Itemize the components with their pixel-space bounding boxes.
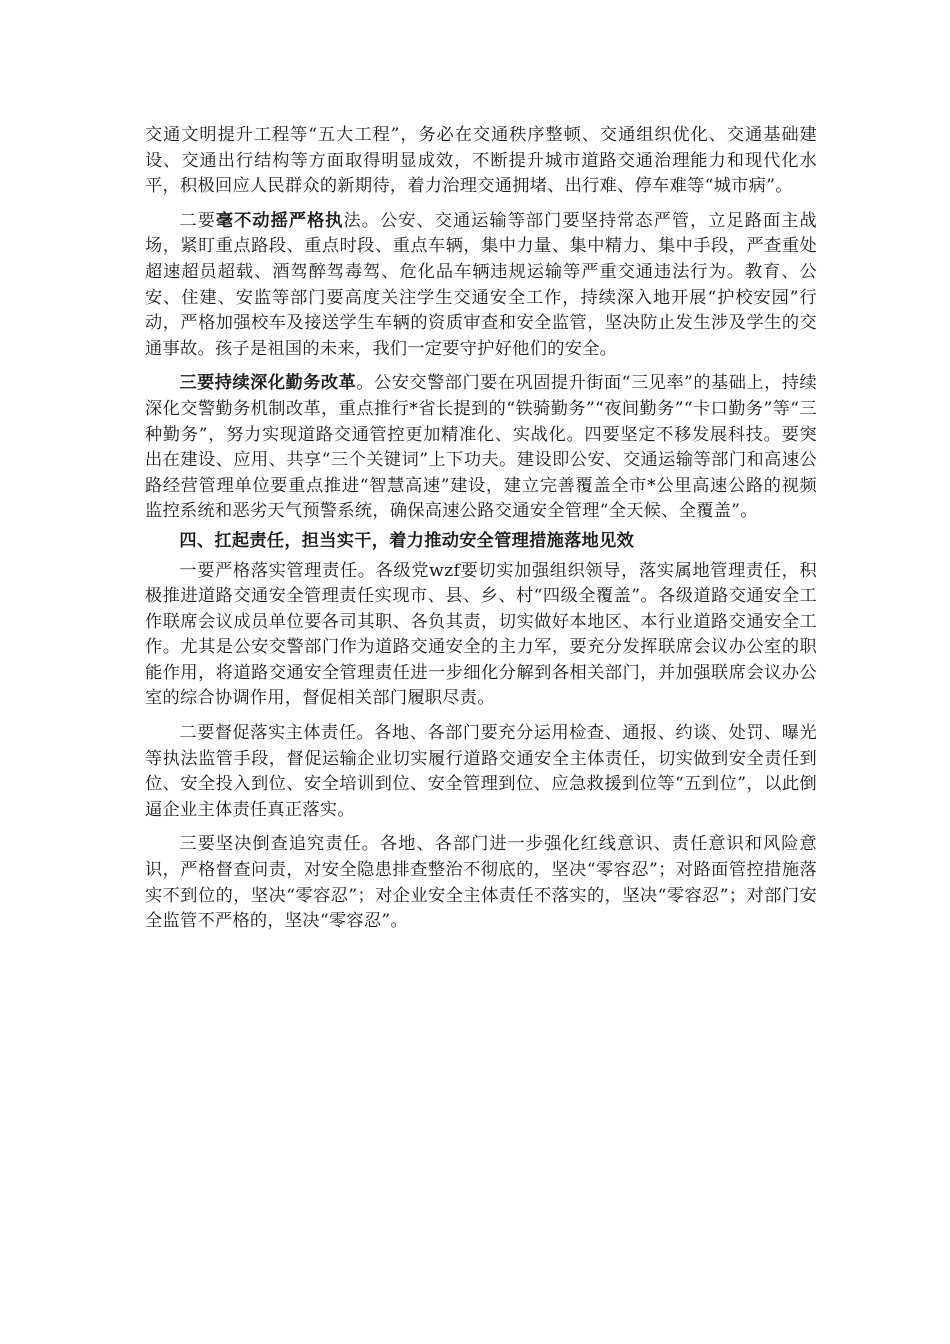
- paragraph-duty-reform: [145, 371, 817, 525]
- paragraph-management-responsibility: 一要严格落实管理责任。各级党wzf要切实加强组织领导，落实属地管理责任，积极推进道路交通安全管理责任实现市、县、乡、村“四级全覆盖”。各级道路交通安全工作联席会议成员单位要各司其职、各负其责，切实做好本地区、本行业道路交通安全工作。尤其是公安交警部门作为道路交通安全的主力军，要充分发挥联席会议办公室的职能作用，将道路交通安全管理责任进一步细化分解到各相关部门，并加强联席会议办公室的综合协调作用，督促相关部门履职尽责。: [145, 560, 817, 709]
- paragraph-body: 。公安交警部门要在巩固提升街面“三见率”的基础上，持续深化交警勤务机制改革，重点推行*省长提到的“铁骑勤务”“夜间勤务”“卡口勤务”等“三种勤务”，努力实现道路交通管控更加精准化、实战化。四要坚定不移发展科技。要突出在建设、应用、共享“三个关键词”上下功夫。建设即公安、交通运输等部门和高速公路经营管理单位要重点推进“智慧高速”建设，建立完善覆盖全市*公里高速公路的视频监控系统和恶劣天气预警系统，确保高速公路交通安全管理“全天候、全覆盖”。: [145, 373, 817, 522]
- paragraph-gap: [145, 362, 817, 371]
- paragraph-accountability: 三要坚决倒查追究责任。各地、各部门进一步强化红线意识、责任意识和风险意识，严格督查问责，对安全隐患排查整治不彻底的，坚决“零容忍”；对路面管控措施落实不到位的，坚决“零容忍”；对企业安全主体责任不落实的，坚决“零容忍”；对部门安全监管不严格的，坚决“零容忍”。: [145, 834, 817, 932]
- paragraph-lead-bold: 毫不动摇严格执: [215, 210, 344, 231]
- paragraph-gap: [145, 823, 817, 832]
- paragraph-gap: [145, 200, 817, 209]
- paragraph-subject-responsibility: 二要督促落实主体责任。各地、各部门要充分运用检查、通报、约谈、处罚、曝光等执法监管手段，督促运输企业切实履行道路交通安全主体责任，切实做到安全责任到位、安全投入到位、安全培训到位、安全管理到位、应急救援到位等“五到位”，以此倒逼企业主体责任真正落实。: [145, 723, 817, 820]
- paragraph-strict-enforcement: [145, 209, 817, 363]
- document-body: [145, 123, 817, 935]
- paragraph-five-projects: 交通文明提升工程等“五大工程”，务必在交通秩序整顿、交通组织优化、交通基础建设、交通出行结构等方面取得明显成效，不断提升城市道路交通治理能力和现代化水平，积极回应人民群众的新期待，着力治理交通拥堵、出行难、停车难等“城市病”。: [145, 125, 817, 197]
- paragraph-body: 法。公安、交通运输等部门要坚持常态严管，立足路面主战场，紧盯重点路段、重点时段、重点车辆，集中力量、集中精力、集中手段，严查重处超速超员超载、酒驾醉驾毒驾、危化品车辆违规运输等严重交通违法行为。教育、公安、住建、安监等部门要高度关注学生交通安全工作，持续深入地开展“护校安园”行动，严格加强校车及接送学生车辆的资质审查和安全监管，坚决防止发生涉及学生的交通事故。孩子是祖国的未来，我们一定要守护好他们的安全。: [145, 210, 817, 359]
- section-heading: 四、扛起责任，担当实干，着力推动安全管理措施落地见效: [179, 530, 635, 551]
- paragraph-lead-bold: 三要持续深化勤务改革: [179, 373, 357, 394]
- paragraph-gap: [145, 712, 817, 721]
- paragraph-lead-plain: 二要: [179, 210, 216, 231]
